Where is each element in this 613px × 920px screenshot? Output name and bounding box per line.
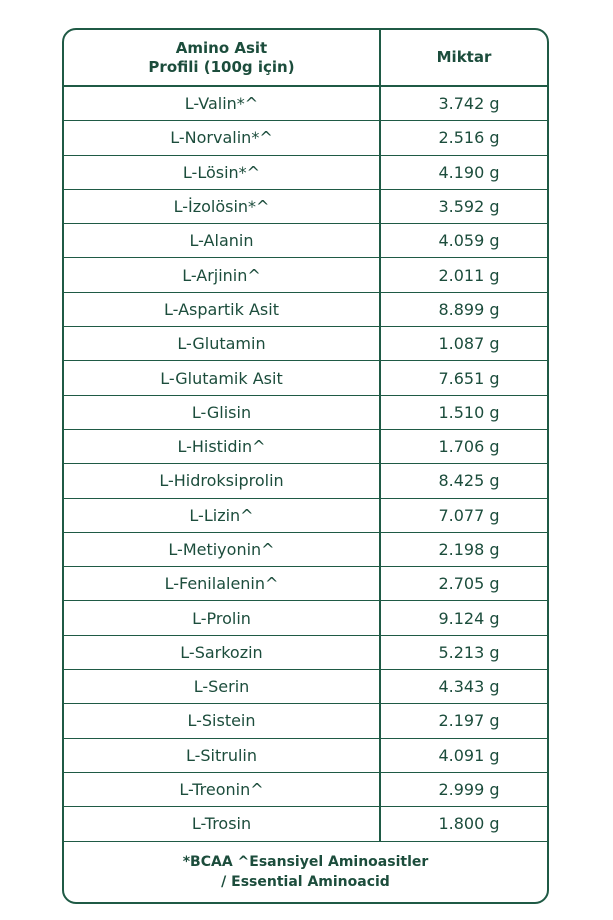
table-row — [64, 361, 547, 395]
amino-name: L-Aspartik Asit — [64, 293, 381, 326]
amino-name: L-Arjinin^ — [64, 258, 381, 291]
table-row — [64, 601, 547, 635]
amino-amount: 1.800 g — [438, 814, 500, 834]
table-row — [64, 224, 547, 258]
amino-name: L-Glisin — [64, 396, 381, 429]
amino-name: L-Alanin — [64, 224, 381, 257]
amino-amount: 1.510 g — [438, 402, 500, 422]
amino-name: L-Metiyonin^ — [64, 533, 381, 566]
amino-amount: 3.742 g — [438, 94, 500, 114]
amino-name: L-Glutamik Asit — [64, 361, 381, 394]
amino-amount: 4.343 g — [438, 677, 500, 697]
amino-name: L-Fenilalenin^ — [64, 567, 381, 600]
amino-name: L-Hidroksiprolin — [64, 464, 381, 497]
table-row — [64, 293, 547, 327]
amino-amount: 8.425 g — [438, 471, 500, 491]
table-row — [64, 87, 547, 121]
amino-name: L-Serin — [64, 670, 381, 703]
table-body — [64, 87, 547, 842]
amino-amount: 5.213 g — [438, 642, 500, 662]
amino-amount: 2.705 g — [438, 574, 500, 594]
table-row — [64, 636, 547, 670]
table-row — [64, 121, 547, 155]
amino-name: L-Lösin*^ — [64, 156, 381, 189]
amino-amount: 4.059 g — [438, 231, 500, 251]
table-row — [64, 567, 547, 601]
amino-name: L-Norvalin*^ — [64, 121, 381, 154]
header-amount-cell: Miktar — [436, 48, 492, 66]
amino-name: L-Sarkozin — [64, 636, 381, 669]
amino-amount: 4.091 g — [438, 745, 500, 765]
footer-note-line1: *BCAA ^Esansiyel Aminoasitler — [182, 854, 429, 870]
table-row — [64, 499, 547, 533]
table-row — [64, 156, 547, 190]
table-row — [64, 396, 547, 430]
table-row — [64, 327, 547, 361]
amino-amount: 3.592 g — [438, 197, 500, 217]
amino-name: L-İzolösin*^ — [64, 190, 381, 223]
footer-note-line2: / Essential Aminoacid — [221, 874, 390, 890]
amino-name: L-Trosin — [64, 807, 381, 840]
amino-name: L-Treonin^ — [64, 773, 381, 806]
table-row — [64, 670, 547, 704]
table-row — [64, 807, 547, 841]
amino-acid-table — [62, 28, 549, 904]
amino-amount: 9.124 g — [438, 608, 500, 628]
amino-amount: 2.011 g — [438, 265, 500, 285]
table-footer — [64, 842, 547, 902]
amino-amount: 2.197 g — [438, 711, 500, 731]
table-header — [64, 30, 547, 87]
amino-amount: 2.516 g — [438, 128, 500, 148]
amino-amount: 2.999 g — [438, 780, 500, 800]
table-row — [64, 258, 547, 292]
table-row — [64, 430, 547, 464]
header-name-cell — [64, 30, 381, 85]
amino-name: L-Lizin^ — [64, 499, 381, 532]
table-row — [64, 464, 547, 498]
amino-amount: 7.651 g — [438, 368, 500, 388]
amino-name: L-Glutamin — [64, 327, 381, 360]
amino-name: L-Prolin — [64, 601, 381, 634]
header-name-line1: Amino Asit — [175, 38, 268, 57]
amino-amount: 1.706 g — [438, 437, 500, 457]
table-row — [64, 739, 547, 773]
amino-name: L-Sistein — [64, 704, 381, 737]
table-row — [64, 533, 547, 567]
amino-amount: 2.198 g — [438, 540, 500, 559]
amino-name: L-Sitrulin — [64, 739, 381, 772]
amino-amount: 7.077 g — [438, 505, 500, 525]
table-row — [64, 190, 547, 224]
table-row — [64, 704, 547, 738]
header-name-line2: Profili (100g için) — [148, 57, 295, 76]
amino-name: L-Valin*^ — [64, 87, 381, 120]
amino-name: L-Histidin^ — [64, 430, 381, 463]
amino-amount: 8.899 g — [438, 299, 500, 319]
amino-amount: 1.087 g — [438, 334, 500, 354]
table-row — [64, 773, 547, 807]
amino-amount: 4.190 g — [438, 162, 500, 182]
